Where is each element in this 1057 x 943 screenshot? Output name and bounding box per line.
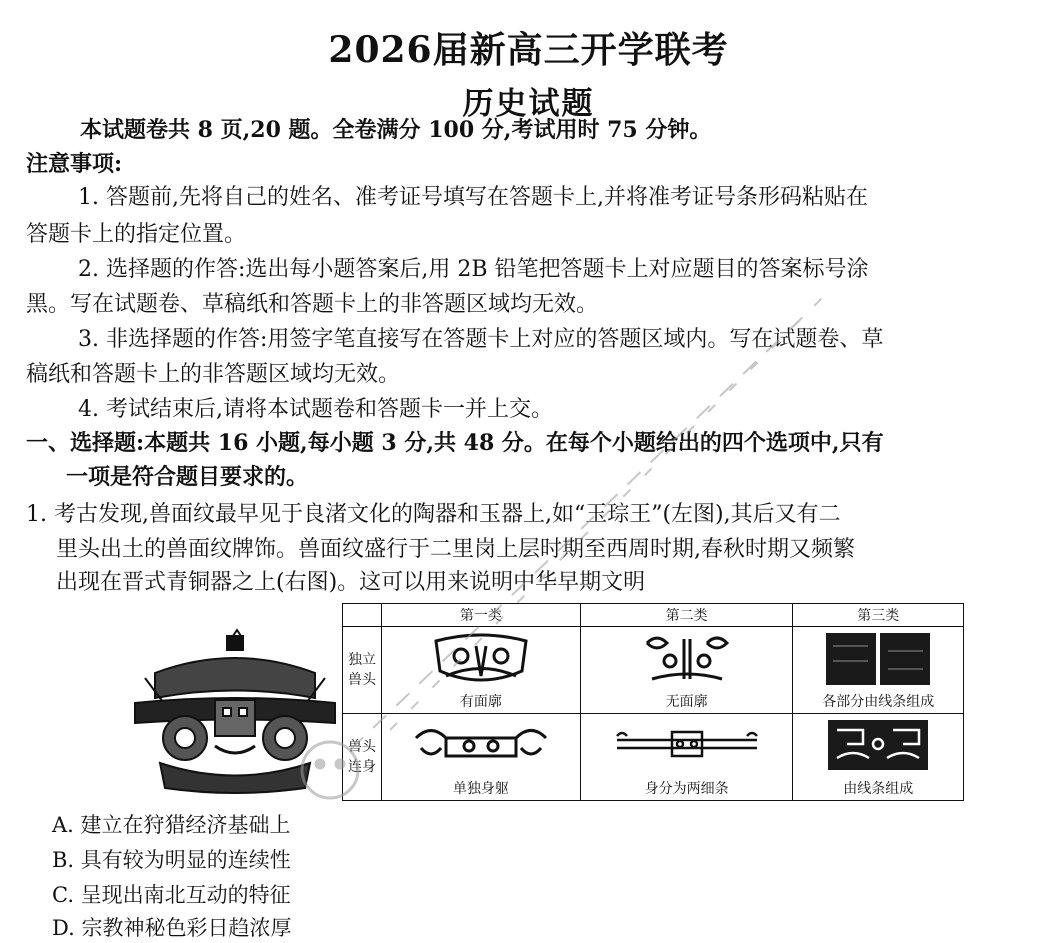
question-1-stem-line-1: 1. 考古发现,兽面纹最早见于良渚文化的陶器和玉器上,如“玉琮王”(左图),其后又有二 [26,502,841,527]
section-1-heading-line-1: 一、选择题:本题共 16 小题,每小题 3 分,共 48 分。在每个小题给出的四个选项中,只有 [26,430,884,456]
option-d: D. 宗教神秘色彩日趋浓厚 [52,916,292,940]
row-head-standalone-head: 独立 兽头 [343,627,382,714]
exam-summary: 本试题卷共 8 页,20 题。全卷满分 100 分,考试用时 75 分钟。 [80,117,712,143]
beast-face-line-parts-motif [818,631,938,689]
single-body-motif [411,718,551,768]
option-b: B. 具有较为明显的连续性 [52,848,291,872]
table-header-type-1: 第一类 [382,604,581,627]
notice-heading: 注意事项: [26,151,123,177]
row-head-head-with-body: 兽头 连身 [343,714,382,801]
notice-item-3-line-2: 稿纸和答题卡上的非答题区域均无效。 [26,362,401,387]
motif-cell-1-2: 无面廓 [580,627,793,714]
notice-item-4: 4. 考试结束后,请将本试题卷和答题卡一并上交。 [78,397,553,422]
option-c: C. 呈现出南北互动的特征 [52,883,291,907]
table-header-type-3: 第三类 [793,604,964,627]
notice-item-1-line-1: 1. 答题前,先将自己的姓名、准考证号填写在答题卡上,并将准考证号条形码粘贴在 [78,185,868,210]
motif-cell-1-3: 各部分由线条组成 [793,627,964,714]
beast-face-motif-table [342,603,964,801]
notice-item-2-line-2: 黑。写在试题卷、草稿纸和答题卡上的非答题区域均无效。 [26,292,599,317]
table-corner [343,604,382,627]
jade-cong-artifact-figure [115,628,355,798]
motif-cell-2-3: 由线条组成 [793,714,964,801]
split-thin-body-motif [612,718,762,768]
motif-cell-1-1: 有面廓 [382,627,581,714]
notice-item-1-line-2: 答题卡上的指定位置。 [26,222,247,247]
option-a: A. 建立在狩猎经济基础上 [52,813,291,837]
motif-cell-2-2: 身分为两细条 [580,714,793,801]
exam-subject: 历史试题 [462,86,595,122]
beast-face-with-outline-motif [426,631,536,689]
question-1-stem-line-3: 出现在晋式青铜器之上(右图)。这可以用来说明中华早期文明 [56,570,646,595]
notice-item-2-line-1: 2. 选择题的作答:选出每小题答案后,用 2B 铅笔把答题卡上对应题目的答案标号涂 [78,257,869,282]
beast-face-no-outline-motif [632,631,742,689]
line-composed-body-motif [823,718,933,772]
section-1-heading-line-2: 一项是符合题目要求的。 [66,464,309,490]
table-header-type-2: 第二类 [580,604,793,627]
exam-title: 2026届新高三开学联考 [328,29,729,71]
question-1-stem-line-2: 里头出土的兽面纹牌饰。兽面纹盛行于二里岗上层时期至西周时期,春秋时期又频繁 [56,537,855,562]
motif-cell-2-1: 单独身躯 [382,714,581,801]
notice-item-3-line-1: 3. 非选择题的作答:用签字笔直接写在答题卡上对应的答题区域内。写在试题卷、草 [78,327,884,352]
